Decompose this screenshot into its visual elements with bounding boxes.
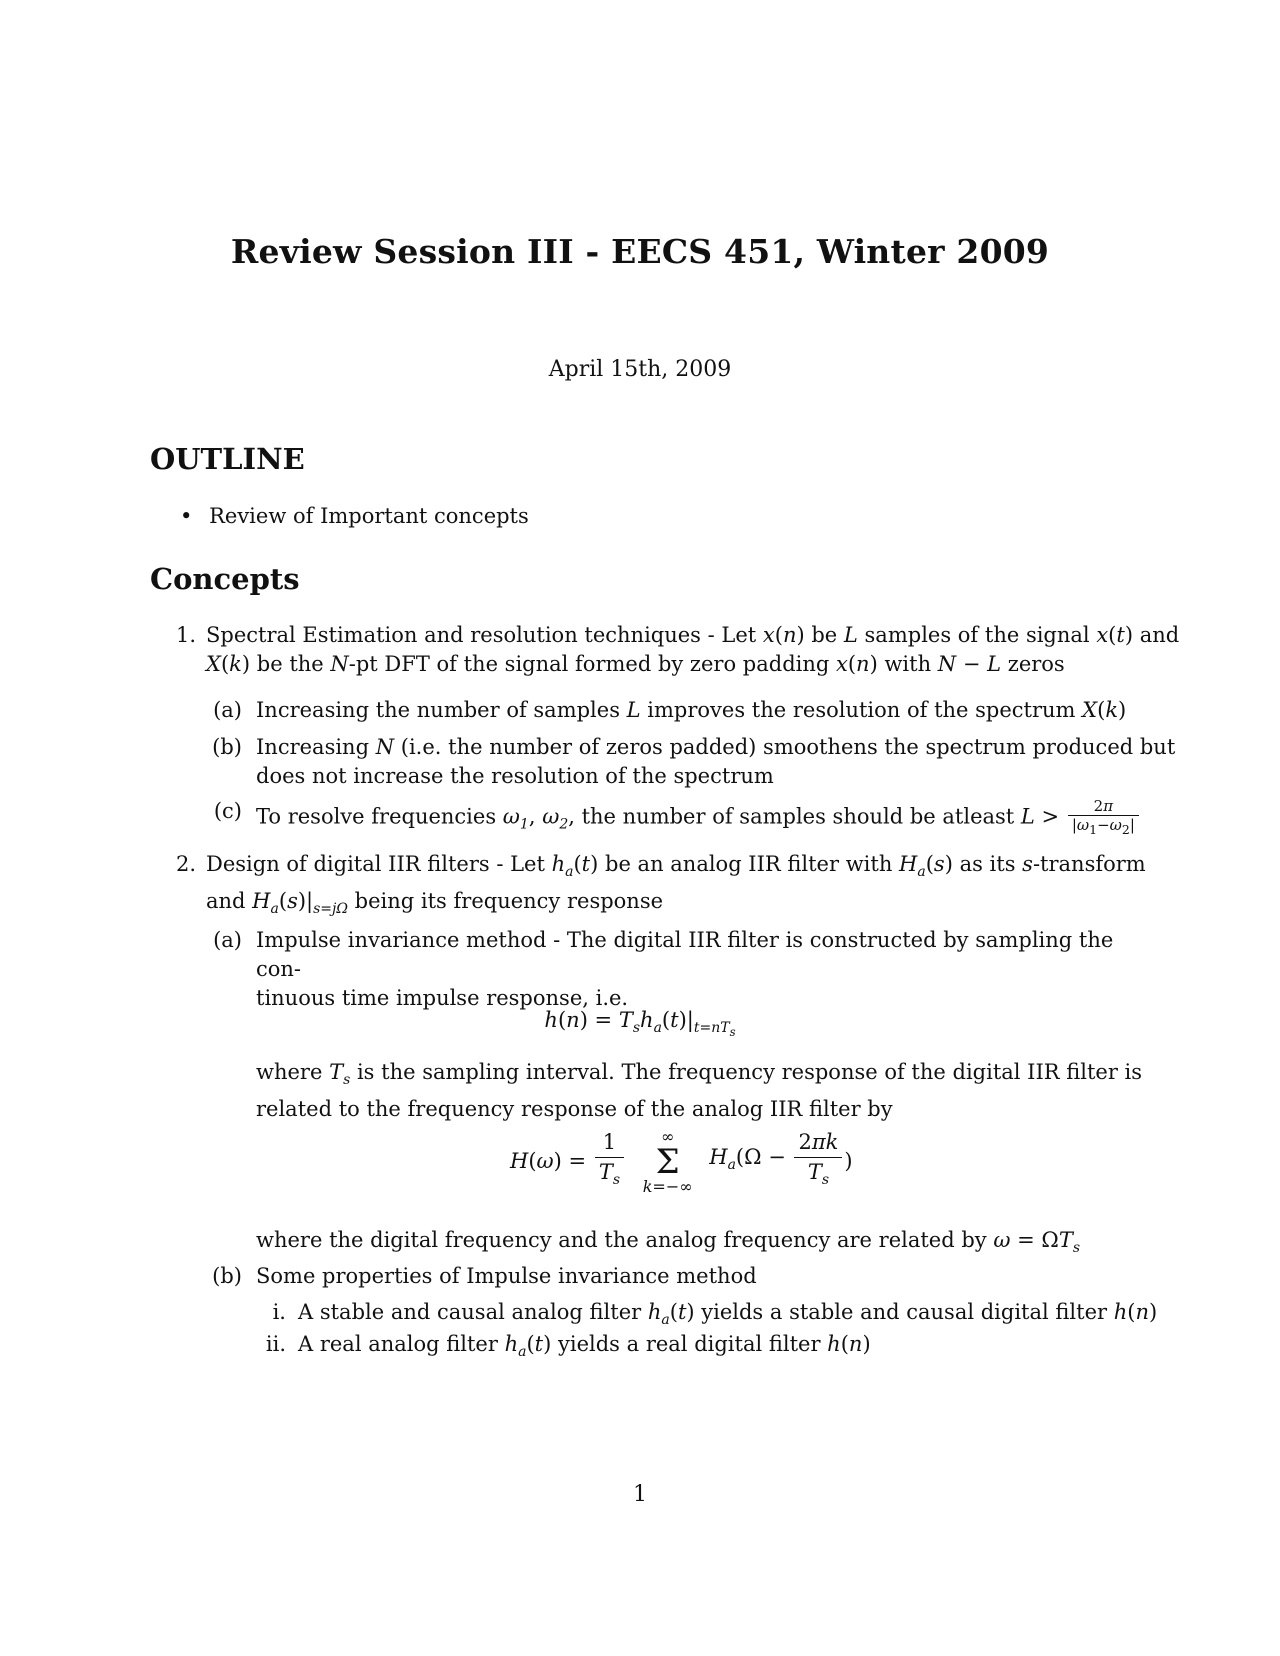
property-item: i. A stable and causal analog filter $h_a(t)$ yields a stable and causal digital filter h(n) [272, 1300, 1158, 1328]
concept-2b: (b) Some properties of Impulse invariance method [212, 1264, 757, 1288]
where-frequency-relation: where the digital frequency and the analog frequency are related by $\omega = \Omega T_s$ [256, 1228, 1081, 1256]
concept-1c: (c) To resolve frequencies $\omega_1$, $\omega_2$, the number of samples should be atleast L > $\frac{2\pi}{|\omega_1-\omega_2|}$ [206, 797, 1130, 840]
outline-list [180, 502, 529, 531]
equation-frequency-response: H(ω) = $\frac{1}{T_s}$ ∞ Σ k=−∞ $H_a(\Omega$ − $\frac{2\pi k}{T_s}$ ) [510, 1126, 853, 1196]
equation-sampling: $h(n) = T_sh_a(t)|_{t=nT_s}$ [544, 1008, 736, 1039]
outline-heading: OUTLINE [150, 442, 305, 476]
page-title: Review Session III - EECS 451, Winter 2009 [230, 232, 1050, 271]
concept-item-1 [170, 621, 1180, 679]
item-text: Spectral Estimation and resolution techniques - Let x(n) be L samples of the signal x(t) and X(k) be the N-pt DFT of the signal formed by zero padding x(n) with N − L zeros [206, 623, 1180, 676]
where-sampling-interval: where $T_s$ is the sampling interval. The frequency response of the digital IIR filter is related to the frequency response of the analog IIR filter by [256, 1060, 1143, 1121]
item-number: 2. [175, 852, 196, 876]
page-number: 1 [633, 1482, 647, 1507]
concepts-heading: Concepts [150, 562, 300, 596]
item-text: Design of digital IIR filters - Let $h_a(t)$ be an analog IIR filter with $H_a(s)$ as its s-transform and $H_a(s)|_{s=j\Omega}$ being its frequency response [206, 852, 1146, 917]
document-date: April 15th, 2009 [548, 357, 732, 382]
concept-2a: (a) Impulse invariance method - The digital IIR filter is constructed by sampling the con- tinuous time impulse response, i.e. [213, 928, 1114, 1010]
item-number: 1. [175, 623, 196, 647]
outline-item: Review of Important concepts [209, 504, 529, 528]
property-item: ii. A real analog filter $h_a(t)$ yields a real digital filter h(n) [265, 1332, 871, 1360]
summation-symbol: ∞ Σ k=−∞ [642, 1126, 693, 1196]
concept-item-2 [170, 850, 1146, 924]
resolution-fraction: $\frac{2\pi}{|\omega_1-\omega_2|}$ [1068, 797, 1139, 839]
concept-1a: (a) Increasing the number of samples L improves the resolution of the spectrum X(k) [213, 698, 1127, 722]
bullet-icon: • [180, 504, 193, 528]
concept-1b: (b) Increasing N (i.e. the number of zeros padded) smoothens the spectrum produced but does not increase the resolution of the spectrum [212, 735, 1176, 788]
